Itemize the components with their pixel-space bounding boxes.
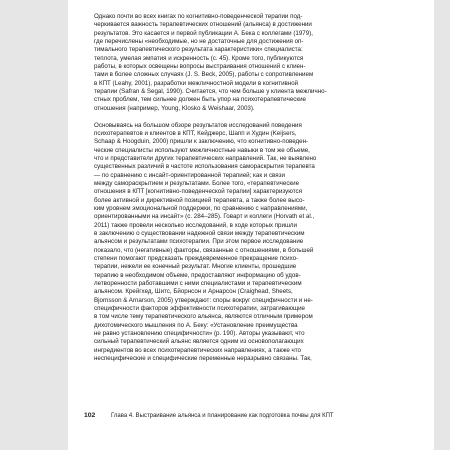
text-line: более активной и директивной позицией терапевта, а также более высо- (94, 196, 305, 204)
text-line: альянсом и результатами психотерапии. При этом первое исследование (94, 238, 304, 246)
text-line: специфичности факторов эффективности психотерапии, затрагивающие (94, 305, 305, 313)
paragraph (84, 122, 416, 364)
text-line: отношения в КПТ [когнитивно-поведенческой терапии] характеризуются (94, 188, 302, 196)
text-line: терапии, нежели ее конечный результат. Многие клиенты, прошедшие (94, 263, 297, 271)
text-line: показало, что (негативные) факторы, связанные с отношениями, в большей (94, 246, 314, 254)
text-line: результатов. Это касается и первой публикации А. Бека с коллегами (1979), (94, 29, 313, 37)
text-line: отношения (например, Young, Klosko & Weishaar, 2003). (94, 104, 255, 112)
text-line: неспецифические и специфические переменные неразрывно связаны. Так, (94, 355, 312, 363)
text-line: между самораскрытием и результатами. Более того, «терапевтические (94, 179, 300, 187)
text-line: черкивается важность терапевтических отношений (альянса) в достижении (94, 21, 312, 29)
text-line: степени помогают предсказать преждевременное прекращение психо- (94, 255, 299, 263)
text-line: в КПТ (Leahy, 2001), разработки межличностной модели в когнитивной (94, 79, 299, 87)
text-line: Однако почти во всех книгах по когнитивно-поведенческой терапии под- (94, 13, 303, 20)
text-line: ким уровнем эмоциональной поддержки, по сравнению с направлениями, (94, 204, 308, 212)
text-line: что и представители других терапевтических направлений. Так, не выявлено (94, 154, 317, 162)
page-number: 102 (84, 412, 96, 419)
text-line: в том числе тему терапевтического альянса, являются отличным примером (94, 313, 313, 321)
text-line: психотерапевтов и клиентов в КПТ, Кейджерс, Шапп и Худин (Keijsers, (94, 129, 297, 137)
text-line: существенных различий в частоте использования самораскрытия терапевта (94, 163, 315, 171)
text-line: ческие специалисты используют межличностные навыки в том же объеме, (94, 146, 310, 154)
text-line: работы, в которых освещены вопросы выстраивания отношений с клиен- (94, 63, 306, 71)
paragraph (84, 13, 416, 113)
text-line: тимального терапевтического результата характеристики» специалиста: (94, 46, 303, 54)
text-line: летворенности работавшими с ними специалистами и терапевтическим (94, 280, 302, 288)
document-page (68, 0, 434, 450)
text-line: где перечислены «необходимые, но не достаточные для достижения оп- (94, 38, 304, 46)
text-line: сильный терапевтический альянс является одним из основополагающих (94, 338, 304, 346)
text-line: терапию в необходимом объеме, предоставляют информацию об удов- (94, 271, 301, 279)
text-line: Bjornsson & Arnarson, 2005) утверждают: споры вокруг специфичности и не- (94, 296, 313, 304)
text-line: 2011) также провели несколько исследований, в ходе которых пришли (94, 221, 297, 229)
text-line: не равно установлению специфичности» (р. 190). Авторы указывают, что (94, 330, 305, 338)
text-line: ингредиентов во всех психотерапевтических направлениях, а также что (94, 346, 301, 354)
text-line: дихотомического мышления по А. Беку: «Установление преимущества (94, 321, 298, 329)
text-line: теплота, умелая эмпатия и искренность (с. 45). Кроме того, публикуются (94, 54, 304, 62)
text-line: — по сравнению с инсайт-ориентированной терапией; как и связи (94, 171, 285, 179)
text-line: тами в более сложных случаях (J. S. Beck, 2005), работы с сопротивлением (94, 71, 314, 79)
body-text (84, 13, 416, 363)
page-footer (84, 412, 424, 419)
text-line: альянсом. Крейгхед, Шитс, Бйорнсон и Арнарсон (Craighead, Sheets, (94, 288, 293, 296)
text-line: Основываясь на большом обзоре результатов исследований поведения (94, 121, 302, 129)
text-line: терапии (Safran & Segal, 1990). Считается, что чем больше у клиента межлично- (94, 88, 327, 96)
running-chapter-title: Глава 4. Выстраивание альянса и планирование как подготовка почвы для КПТ (111, 413, 334, 419)
text-line: стных проблем, тем сильнее должен быть упор на психотерапевтические (94, 96, 306, 104)
text-line: в заключению о существовании надежной связи между терапевтическим (94, 229, 305, 237)
text-line: ориентированными на инсайт» (с. 284–285). Говарт и коллеги (Horvath et al., (94, 213, 315, 221)
text-line: Schaap & Hoogduin, 2000) пришли к заключению, что когнитивно-поведен- (94, 138, 309, 146)
